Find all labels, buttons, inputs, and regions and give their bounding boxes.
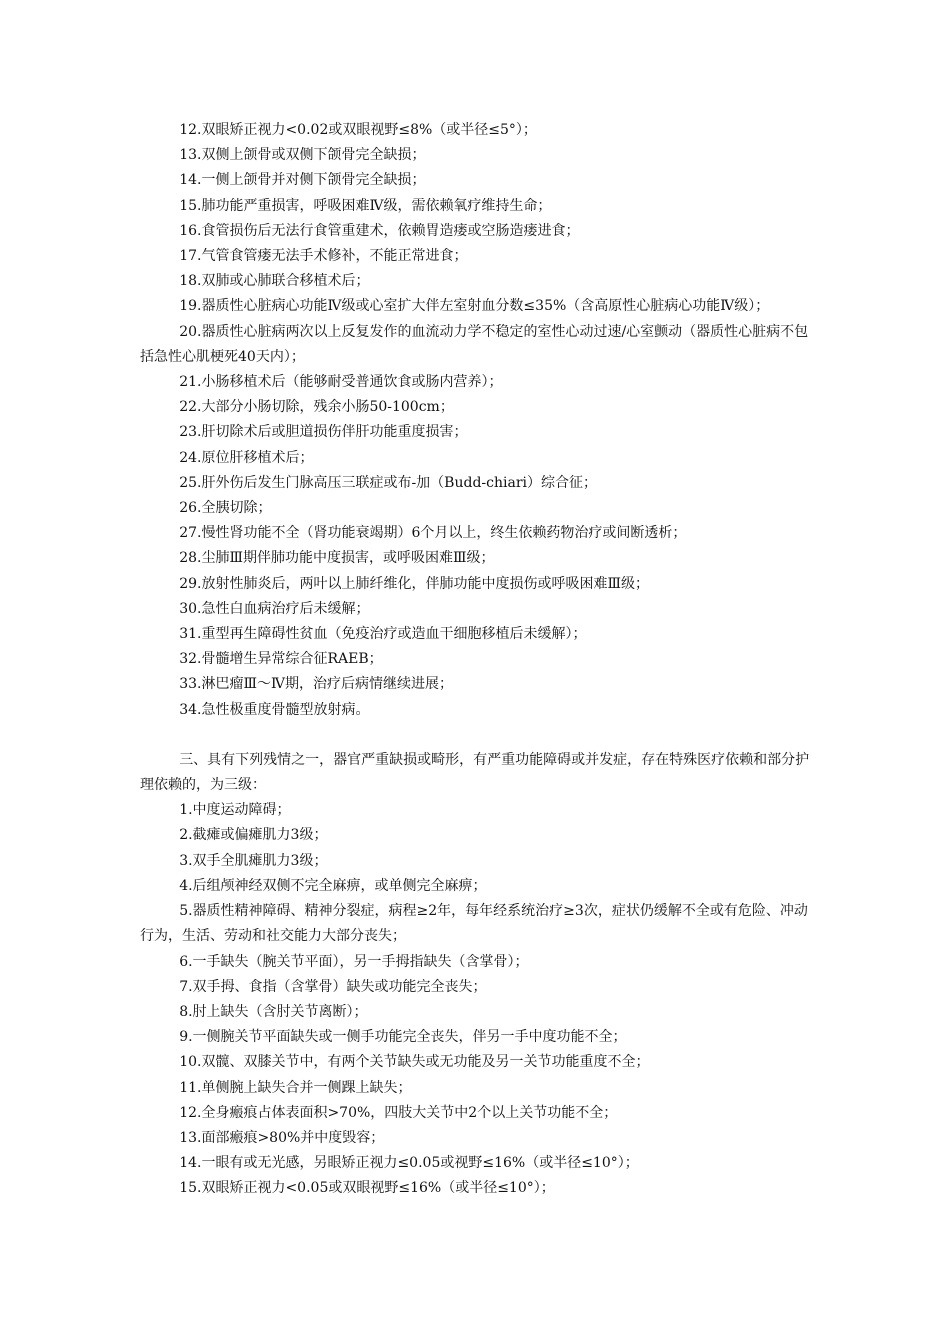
list-item: 33.淋巴瘤Ⅲ～Ⅳ期，治疗后病情继续进展； <box>179 676 453 693</box>
list-item: 30.急性白血病治疗后未缓解； <box>179 600 370 617</box>
list-item: 11.单侧腕上缺失合并一侧踝上缺失； <box>179 1079 412 1096</box>
list-item: 26.全胰切除； <box>179 500 272 517</box>
list-item: 25.肝外伤后发生门脉高压三联症或布-加（Budd-chiari）综合征； <box>179 474 597 491</box>
list-item: 34.急性极重度骨髓型放射病。 <box>179 701 370 718</box>
list-item: 27.慢性肾功能不全（肾功能衰竭期）6个月以上，终生依赖药物治疗或间断透析； <box>179 525 687 542</box>
section-3-list <box>140 798 810 1201</box>
list-item: 9.一侧腕关节平面缺失或一侧手功能完全丧失，伴另一手中度功能不全； <box>179 1029 627 1046</box>
list-item: 29.放射性肺炎后，两叶以上肺纤维化，伴肺功能中度损伤或呼吸困难Ⅲ级； <box>179 575 649 592</box>
list-item: 13.双侧上颌骨或双侧下颌骨完全缺损； <box>179 147 426 164</box>
list-item: 32.骨髓增生异常综合征RAEB； <box>179 651 383 668</box>
section-spacer <box>140 723 810 748</box>
list-item: 7.双手拇、食指（含掌骨）缺失或功能完全丧失； <box>179 978 487 995</box>
list-item: 2.截瘫或偏瘫肌力3级； <box>179 827 328 844</box>
section-2-list <box>140 118 810 723</box>
list-item: 12.双眼矫正视力<0.02或双眼视野≤8%（或半径≤5°）； <box>179 122 537 138</box>
list-item: 14.一眼有或无光感，另眼矫正视力≤0.05或视野≤16%（或半径≤10°）； <box>179 1155 639 1172</box>
list-item: 4.后组颅神经双侧不完全麻痹，或单侧完全麻痹； <box>179 877 487 894</box>
list-item: 15.肺功能严重损害，呼吸困难Ⅳ级，需依赖氧疗维持生命； <box>179 197 552 214</box>
list-item: 15.双眼矫正视力<0.05或双眼视野≤16%（或半径≤10°）； <box>179 1180 555 1197</box>
list-item: 20.器质性心脏病两次以上反复发作的血流动力学不稳定的室性心动过速/心室颤动（器质性心脏病不包括急性心肌梗死40天内）； <box>140 323 809 365</box>
list-item: 24.原位肝移植术后； <box>179 449 314 466</box>
list-item: 22.大部分小肠切除，残余小肠50-100cm； <box>179 399 454 416</box>
document-body <box>140 118 810 1202</box>
list-item: 18.双肺或心肺联合移植术后； <box>179 273 370 290</box>
list-item: 16.食管损伤后无法行食管重建术，依赖胃造瘘或空肠造瘘进食； <box>179 222 580 239</box>
list-item: 8.肘上缺失（含肘关节离断）； <box>179 1003 368 1020</box>
list-item: 19.器质性心脏病心功能Ⅳ级或心室扩大伴左室射血分数≤35%（含高原性心脏病心功能Ⅳ级）； <box>179 298 770 315</box>
list-item: 14.一侧上颌骨并对侧下颌骨完全缺损； <box>179 172 426 189</box>
list-item: 23.肝切除术后或胆道损伤伴肝功能重度损害； <box>179 424 468 441</box>
list-item: 21.小肠移植术后（能够耐受普通饮食或肠内营养）； <box>179 374 503 391</box>
list-item: 10.双髋、双膝关节中，有两个关节缺失或无功能及另一关节功能重度不全； <box>179 1054 650 1071</box>
list-item: 28.尘肺Ⅲ期伴肺功能中度损害，或呼吸困难Ⅲ级； <box>179 550 495 567</box>
list-item: 1.中度运动障碍； <box>179 802 291 819</box>
list-item: 3.双手全肌瘫肌力3级； <box>179 852 328 869</box>
list-item: 6.一手缺失（腕关节平面），另一手拇指缺失（含掌骨）； <box>179 953 529 970</box>
list-item: 13.面部瘢痕>80%并中度毁容； <box>179 1129 385 1146</box>
list-item: 17.气管食管瘘无法手术修补，不能正常进食； <box>179 248 468 265</box>
list-item: 12.全身瘢痕占体表面积>70%，四肢大关节中2个以上关节功能不全； <box>179 1104 618 1121</box>
section-3-intro: 三、具有下列残情之一，器官严重缺损或畸形，有严重功能障碍或并发症，存在特殊医疗依赖和部分护理依赖的，为三级： <box>140 751 810 794</box>
list-item: 5.器质性精神障碍、精神分裂症，病程≥2年，每年经系统治疗≥3次，症状仍缓解不全或有危险、冲动行为，生活、劳动和社交能力大部分丧失； <box>140 903 808 945</box>
list-item: 31.重型再生障碍性贫血（免疫治疗或造血干细胞移植后未缓解）； <box>179 626 587 643</box>
